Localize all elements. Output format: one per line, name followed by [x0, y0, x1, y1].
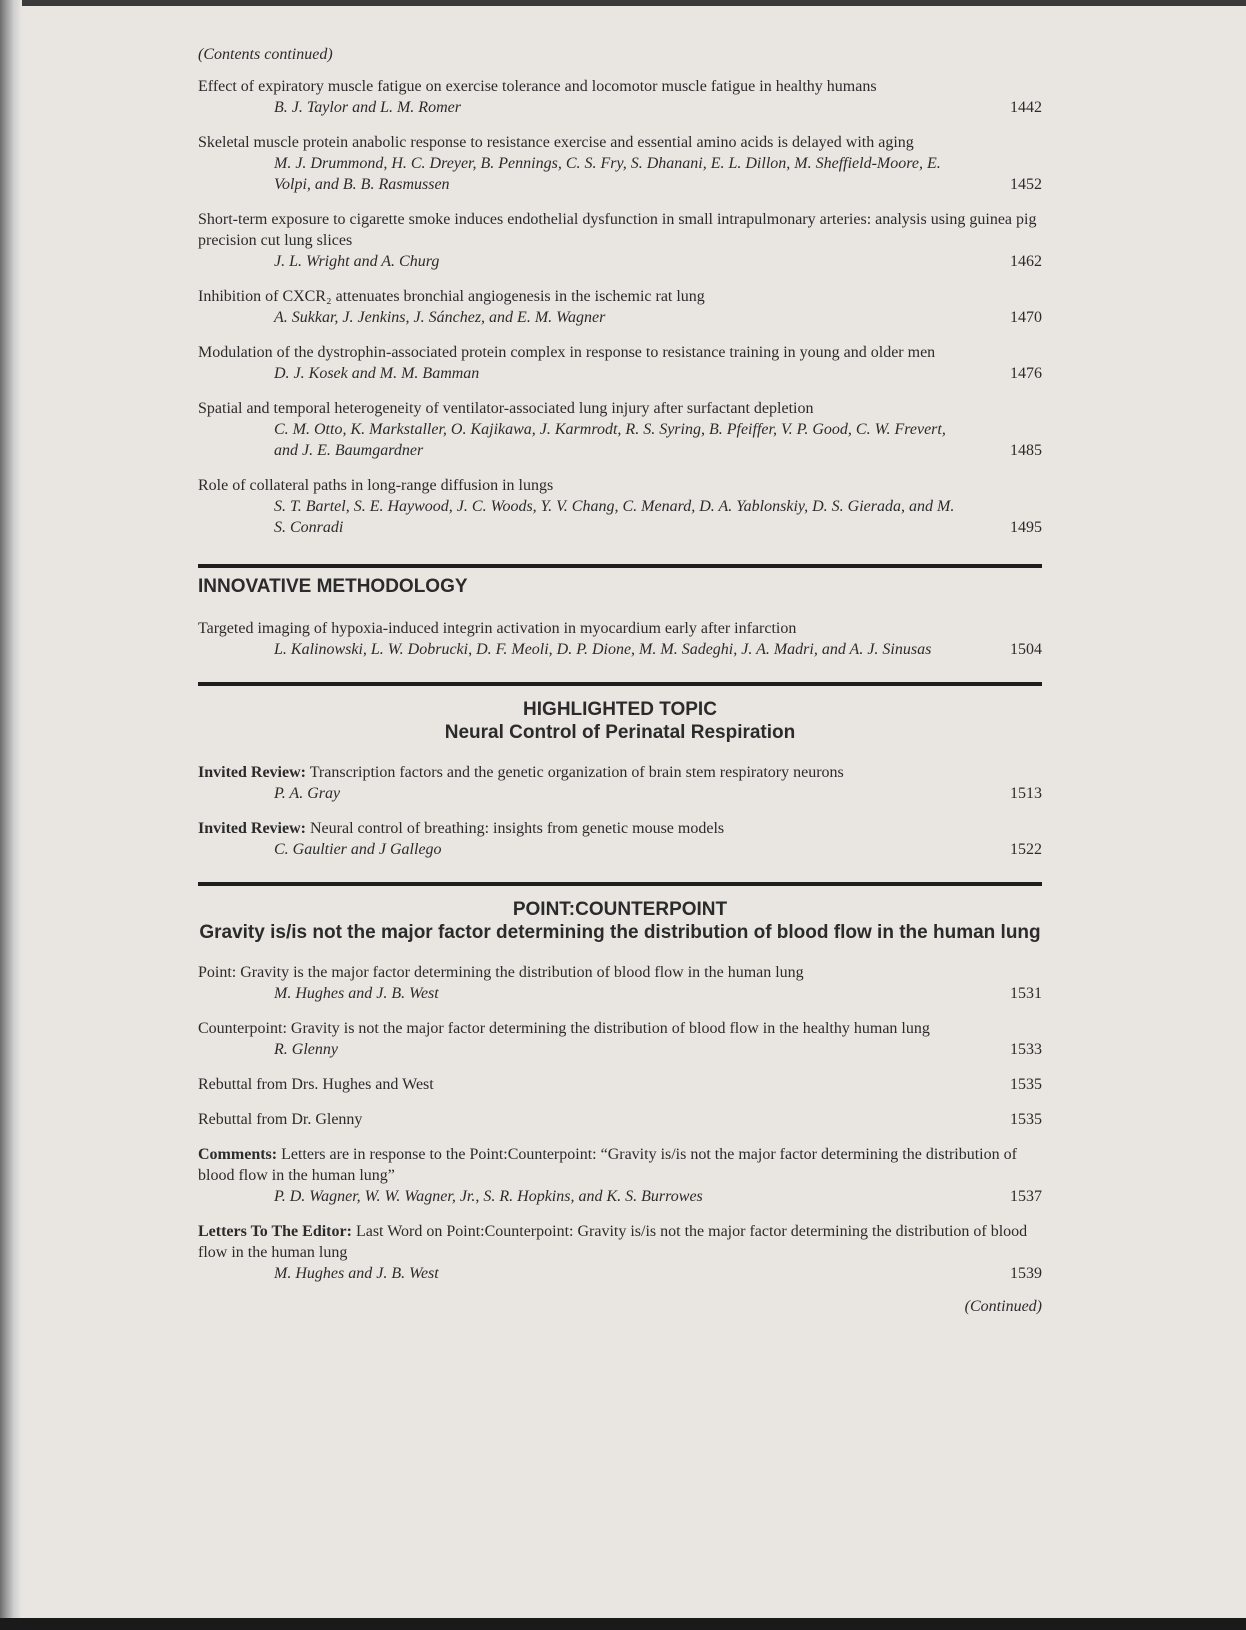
highlighted-entries-list	[198, 762, 1042, 860]
entry-authors: C. M. Otto, K. Markstaller, O. Kajikawa, J. Karmrodt, R. S. Syring, B. Pfeiffer, V. P. Good, C. W. Frevert, and J. E. Baumgardner	[274, 421, 946, 459]
toc-entry	[198, 962, 1042, 1004]
entry-authors-row	[198, 1263, 1042, 1284]
entry-title: Targeted imaging of hypoxia-induced integrin activation in myocardium early after infarction	[198, 620, 797, 637]
entry-title	[198, 1221, 1042, 1263]
entry-authors: A. Sukkar, J. Jenkins, J. Sánchez, and E. M. Wagner	[274, 309, 606, 326]
entry-title	[198, 209, 1042, 251]
entry-page: 1531	[1010, 985, 1042, 1002]
entry-authors-row	[198, 363, 1042, 384]
toc-entry	[198, 132, 1042, 195]
entry-title	[198, 132, 1042, 153]
toc-entry	[198, 342, 1042, 384]
entry-label: Invited Review:	[198, 764, 306, 781]
entry-title	[198, 1018, 1042, 1039]
entry-title	[198, 342, 1042, 363]
highlighted-heading-block	[198, 698, 1042, 744]
entry-authors-row	[198, 419, 1042, 461]
top-entries-list	[198, 76, 1042, 538]
page-top-edge	[0, 0, 1246, 6]
entry-authors-row	[198, 97, 1042, 118]
entry-authors-row	[198, 153, 1042, 195]
entry-authors-row	[198, 1186, 1042, 1207]
toc-entry	[198, 818, 1042, 860]
entry-authors: R. Glenny	[274, 1041, 338, 1058]
entry-page: 1462	[1010, 253, 1042, 270]
rebuttal-page: 1535	[1010, 1111, 1042, 1128]
entry-title-text: Point: Gravity is the major factor determining the distribution of blood flow in the human lung	[198, 964, 804, 981]
point-entries-list	[198, 962, 1042, 1060]
toc-entry	[198, 209, 1042, 272]
entry-title-text: Counterpoint: Gravity is not the major factor determining the distribution of blood flow in the healthy human lung	[198, 1020, 930, 1037]
entry-authors: C. Gaultier and J Gallego	[274, 841, 442, 858]
entry-title-text: Neural control of breathing: insights from genetic mouse models	[305, 820, 725, 837]
point-entries-list-2	[198, 1144, 1042, 1284]
entry-title	[198, 818, 1042, 839]
entry-page: 1539	[1010, 1265, 1042, 1282]
rebuttal-page: 1535	[1010, 1076, 1042, 1093]
entry-title	[198, 76, 1042, 97]
entry-label: Comments:	[198, 1146, 278, 1163]
entry-authors: M. J. Drummond, H. C. Dreyer, B. Pennings, C. S. Fry, S. Dhanani, E. L. Dillon, M. Sheffield-Moore, E. Volpi, and B. B. Rasmussen	[274, 155, 941, 193]
entry-page: 1470	[1010, 309, 1042, 326]
entry-title-text: Letters are in response to the Point:Counterpoint: “Gravity is/is not the major factor determining the distribution of blood flow in the human lung”	[198, 1146, 1017, 1184]
entry-title	[198, 962, 1042, 983]
innovative-heading: INNOVATIVE METHODOLOGY	[198, 576, 468, 597]
entry-title-text: Role of collateral paths in long-range diffusion in lungs	[198, 477, 554, 494]
entry-page: 1485	[1010, 442, 1042, 459]
entry-title-text: Short-term exposure to cigarette smoke induces endothelial dysfunction in small intrapulmonary arteries: analysis using guinea pig precision cut lung slices	[198, 211, 1037, 249]
toc-entry	[198, 1018, 1042, 1060]
entry-authors-row	[198, 783, 1042, 804]
entry-authors: M. Hughes and J. B. West	[274, 985, 439, 1002]
entry-title-text: Last Word on Point:Counterpoint: Gravity is/is not the major factor determining the distribution of blood flow in the human lung	[198, 1223, 1028, 1261]
binding-spine	[0, 0, 22, 1630]
section-rule	[198, 882, 1042, 886]
toc-entry	[198, 1221, 1042, 1284]
entry-authors-row	[198, 307, 1042, 328]
point-heading-block	[198, 898, 1042, 944]
entry-authors: B. J. Taylor and L. M. Romer	[274, 99, 461, 116]
toc-entry	[198, 286, 1042, 328]
point-subheading: Gravity is/is not the major factor determining the distribution of blood flow in the human lung	[199, 922, 1041, 943]
toc-entry	[198, 76, 1042, 118]
entry-page: 1513	[1010, 785, 1042, 802]
entry-authors: S. T. Bartel, S. E. Haywood, J. C. Woods, Y. V. Chang, C. Menard, D. A. Yablonskiy, D. S. Gierada, and M. S. Conradi	[274, 498, 955, 536]
entry-authors: P. D. Wagner, W. W. Wagner, Jr., S. R. Hopkins, and K. S. Burrowes	[274, 1188, 703, 1205]
entry-authors: P. A. Gray	[274, 785, 341, 802]
entry-authors-row	[198, 983, 1042, 1004]
entry-label: Letters To The Editor:	[198, 1223, 352, 1240]
entry-page: 1442	[1010, 99, 1042, 116]
entry-page: 1522	[1010, 841, 1042, 858]
rebuttal-row	[198, 1109, 1042, 1130]
entry-title-text: Transcription factors and the genetic organization of brain stem respiratory neurons	[305, 764, 844, 781]
toc-entry	[198, 762, 1042, 804]
section-rule	[198, 682, 1042, 686]
entry-authors: J. L. Wright and A. Churg	[274, 253, 440, 270]
entry-page: 1476	[1010, 365, 1042, 382]
entry-authors-row	[198, 496, 1042, 538]
continued-label: (Continued)	[964, 1298, 1042, 1315]
entry-page: 1495	[1010, 519, 1042, 536]
rebuttals-list	[198, 1074, 1042, 1130]
toc-entry	[198, 1144, 1042, 1207]
point-heading: POINT:COUNTERPOINT	[512, 899, 728, 920]
entry-page: 1504	[1010, 641, 1042, 658]
rebuttal-title: Rebuttal from Dr. Glenny	[198, 1111, 363, 1128]
toc-entry	[198, 475, 1042, 538]
contents-page	[198, 40, 1042, 1316]
highlighted-heading: HIGHLIGHTED TOPIC	[523, 699, 717, 720]
entry-title-text: Effect of expiratory muscle fatigue on exercise tolerance and locomotor muscle fatigue in healthy humans	[198, 78, 877, 95]
entry-title	[198, 762, 1042, 783]
entry-authors-row	[198, 839, 1042, 860]
innovative-entry	[198, 618, 1042, 660]
entry-authors: M. Hughes and J. B. West	[274, 1265, 439, 1282]
entry-title	[198, 1144, 1042, 1186]
section-rule	[198, 564, 1042, 568]
entry-title	[198, 398, 1042, 419]
entry-label: Invited Review:	[198, 820, 306, 837]
toc-entry	[198, 398, 1042, 461]
entry-page: 1452	[1010, 176, 1042, 193]
entry-authors-row	[198, 251, 1042, 272]
entry-page: 1533	[1010, 1041, 1042, 1058]
rebuttal-row	[198, 1074, 1042, 1095]
entry-page: 1537	[1010, 1188, 1042, 1205]
entry-authors: D. J. Kosek and M. M. Bamman	[274, 365, 480, 382]
highlighted-subheading: Neural Control of Perinatal Respiration	[444, 722, 796, 743]
entry-authors-row	[198, 1039, 1042, 1060]
entry-title	[198, 286, 1042, 307]
entry-title	[198, 475, 1042, 496]
entry-title-text: Skeletal muscle protein anabolic response to resistance exercise and essential amino acids is delayed with aging	[198, 134, 914, 151]
entry-title-text: Spatial and temporal heterogeneity of ventilator-associated lung injury after surfactant depletion	[198, 400, 814, 417]
entry-title-text: Inhibition of CXCR₂ attenuates bronchial angiogenesis in the ischemic rat lung	[198, 288, 705, 305]
contents-continued-label: (Contents continued)	[198, 46, 333, 63]
rebuttal-title: Rebuttal from Drs. Hughes and West	[198, 1076, 434, 1093]
page-bottom-edge	[0, 1618, 1246, 1630]
entry-title-text: Modulation of the dystrophin-associated protein complex in response to resistance training in young and older men	[198, 344, 936, 361]
entry-authors: L. Kalinowski, L. W. Dobrucki, D. F. Meoli, D. P. Dione, M. M. Sadeghi, J. A. Madri, and A. J. Sinusas	[274, 641, 932, 658]
